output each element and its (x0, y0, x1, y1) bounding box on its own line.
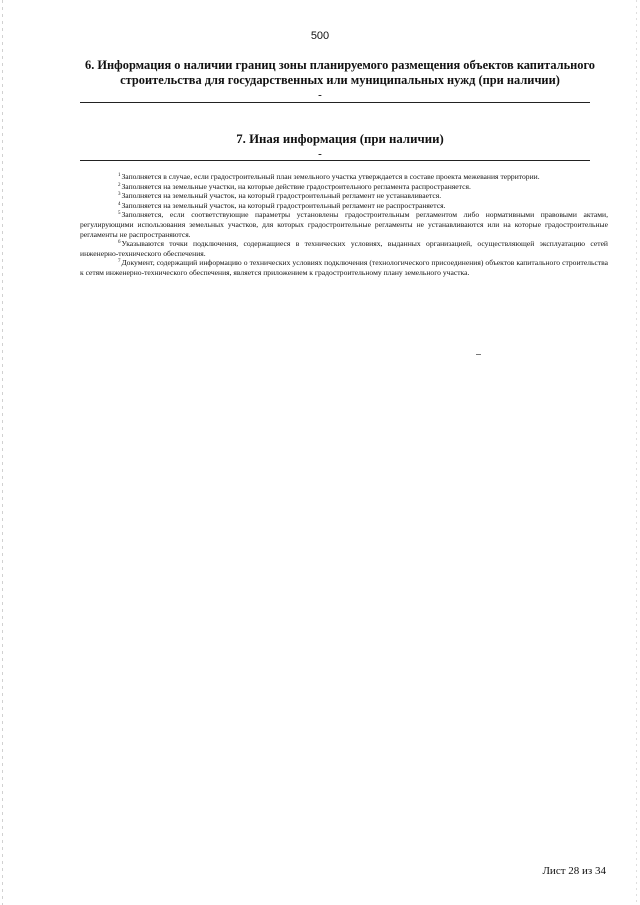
section-7-heading: 7. Иная информация (при наличии) (236, 132, 444, 146)
scan-edge-right (636, 0, 637, 905)
footnote-text: Заполняется на земельный участок, на который градостроительный регламент не распространяется. (121, 200, 446, 210)
footnote-mark: 3 (118, 192, 121, 198)
footnote-mark: 7 (118, 259, 121, 265)
section-6-heading-line-1: 6. Информация о наличии границ зоны планируемого размещения объектов капитального (85, 58, 595, 72)
section-6-value: - (318, 89, 322, 101)
scan-edge-left (2, 0, 3, 905)
footnote (80, 172, 608, 182)
footnote-mark: 4 (118, 201, 121, 207)
section-7-value: - (318, 148, 322, 160)
sheet-label: Лист 28 из 34 (542, 865, 606, 877)
footnote-mark: 2 (118, 182, 121, 188)
page-number: 500 (310, 30, 330, 42)
section-6-heading (70, 58, 610, 88)
section-6-rule (80, 102, 590, 103)
footnote-text: Заполняется, если соответствующие параметры установлены градостроительным регламентом либо нормативными правовыми актами, регулирующими использования земельных участков, для которых градостроительные регламенты не устанавливаются или на которые градостроительные регламенты не распространяются. (80, 210, 608, 239)
section-6-heading-line-2: строительства для государственных или муниципальных нужд (при наличии) (120, 73, 560, 87)
footnote-text: Указываются точки подключения, содержащиеся в технических условиях, выданных организацией, осуществляющей эксплуатацию сетей инженерно-технического обеспечения. (80, 239, 608, 258)
footnote-text: Документ, содержащий информацию о технических условиях подключения (технологического присоединения) объектов капитального строительства к сетям инженерно-технического обеспечения, является приложением к градостроительному плану земельного участка. (80, 258, 608, 277)
scan-mark (476, 354, 481, 355)
footnote (80, 239, 608, 258)
footnote (80, 258, 608, 277)
footnote (80, 201, 608, 211)
footnote (80, 182, 608, 192)
footnote (80, 191, 608, 201)
footnote (80, 210, 608, 239)
footnotes (80, 172, 608, 278)
footnote-text: Заполняется на земельные участки, на которые действие градостроительного регламента распространяется. (121, 181, 471, 191)
footnote-mark: 5 (118, 211, 121, 217)
footnote-text: Заполняется в случае, если градостроительный план земельного участка утверждается в составе проекта межевания территории. (121, 172, 540, 181)
footnote-mark: 1 (118, 173, 121, 178)
footnote-text: Заполняется на земельный участок, на который градостроительный регламент не устанавливается. (121, 191, 442, 201)
footnote-mark: 6 (118, 240, 121, 246)
section-7-rule (80, 160, 590, 161)
